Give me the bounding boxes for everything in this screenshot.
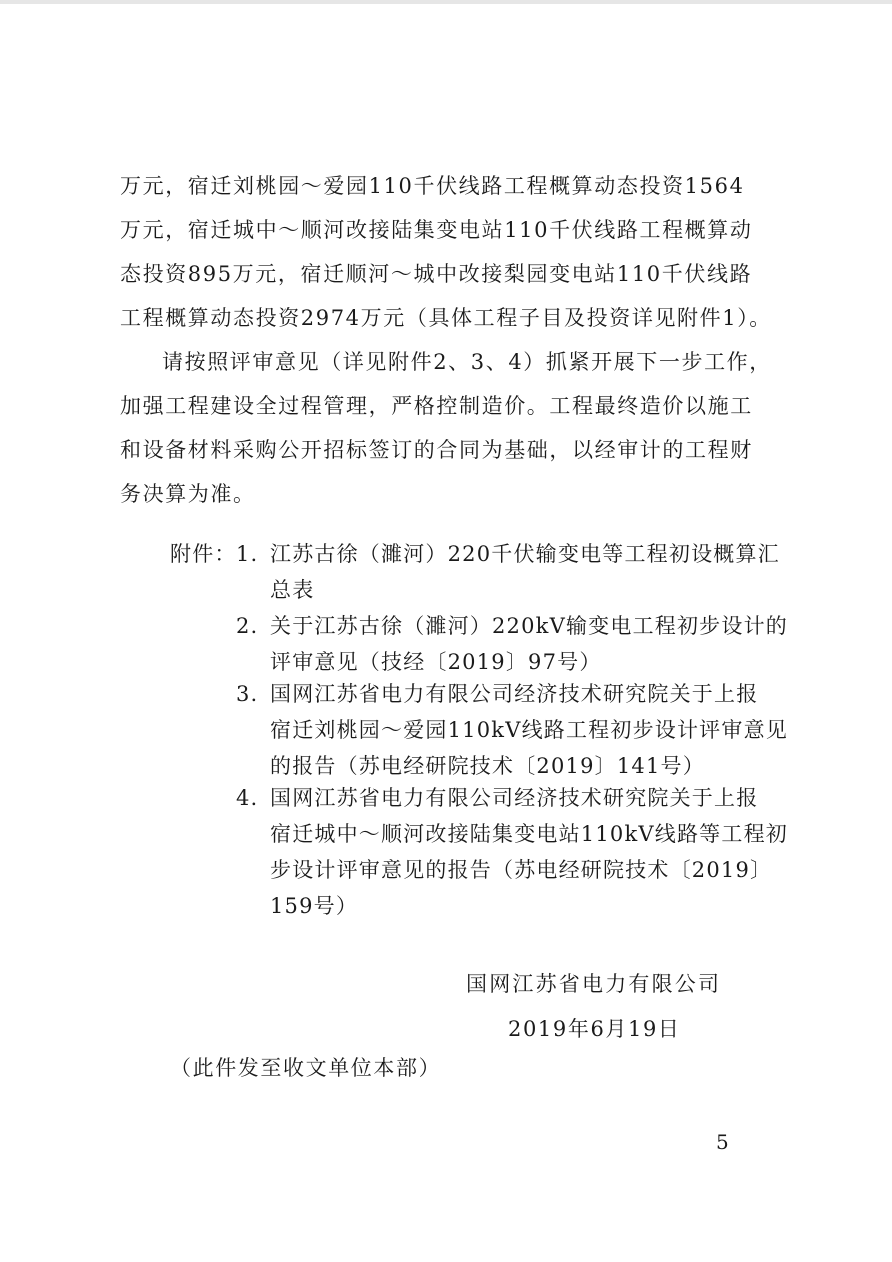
body-paragraph-2 [120, 340, 788, 516]
attachment-title [270, 608, 788, 680]
attachment-line: 江苏古徐（濉河）220千伏输变电等工程初设概算汇 [270, 542, 780, 566]
paragraph-line: 加强工程建设全过程管理，严格控制造价。工程最终造价以施工 [120, 394, 753, 418]
attachment-line: 宿迁刘桃园～爱园110kV线路工程初步设计评审意见 [270, 718, 788, 742]
attachment-line: 国网江苏省电力有限公司经济技术研究院关于上报 [270, 682, 759, 706]
paragraph-line: 和设备材料采购公开招标签订的合同为基础，以经审计的工程财 [120, 438, 753, 462]
attachment-line: 关于江苏古徐（濉河）220kV输变电工程初步设计的 [270, 614, 788, 638]
page-top-edge [0, 0, 892, 4]
attachments-heading: 附件： [170, 542, 237, 566]
attachment-line: 总表 [270, 578, 315, 602]
attachment-number: 2. [236, 614, 259, 638]
attachment-line: 的报告（苏电经研院技术〔2019〕141号） [270, 754, 705, 778]
attachment-title [270, 780, 788, 924]
attachment-line: 国网江苏省电力有限公司经济技术研究院关于上报 [270, 786, 759, 810]
paragraph-line: 万元，宿迁刘桃园～爱园110千伏线路工程概算动态投资1564 [120, 174, 745, 198]
distribution-note: （此件发至收文单位本部） [170, 1056, 442, 1080]
paragraph-line: 工程概算动态投资2974万元（具体工程子目及投资详见附件1）。 [120, 306, 772, 330]
attachment-line: 159号） [270, 894, 359, 918]
issuer-signature: 国网江苏省电力有限公司 [466, 972, 722, 996]
attachment-line: 评审意见（技经〔2019〕97号） [270, 650, 602, 674]
body-paragraph-1 [120, 164, 788, 340]
paragraph-line: 万元，宿迁城中～顺河改接陆集变电站110千伏线路工程概算动 [120, 218, 753, 242]
paragraph-line: 务决算为准。 [120, 482, 256, 506]
page-number: 5 [716, 1130, 729, 1154]
attachment-number: 3. [236, 682, 259, 706]
attachment-line: 步设计评审意见的报告（苏电经研院技术〔2019〕 [270, 858, 773, 882]
attachment-title [270, 676, 788, 784]
paragraph-line: 请按照评审意见（详见附件2、3、4）抓紧开展下一步工作， [162, 350, 772, 374]
attachment-line: 宿迁城中～顺河改接陆集变电站110kV线路等工程初 [270, 822, 788, 846]
attachment-number: 4. [236, 786, 259, 810]
issue-date: 2019年6月19日 [508, 1017, 681, 1041]
attachment-title [270, 536, 788, 608]
paragraph-line: 态投资895万元，宿迁顺河～城中改接梨园变电站110千伏线路 [120, 262, 753, 286]
attachment-number: 1. [236, 542, 259, 566]
